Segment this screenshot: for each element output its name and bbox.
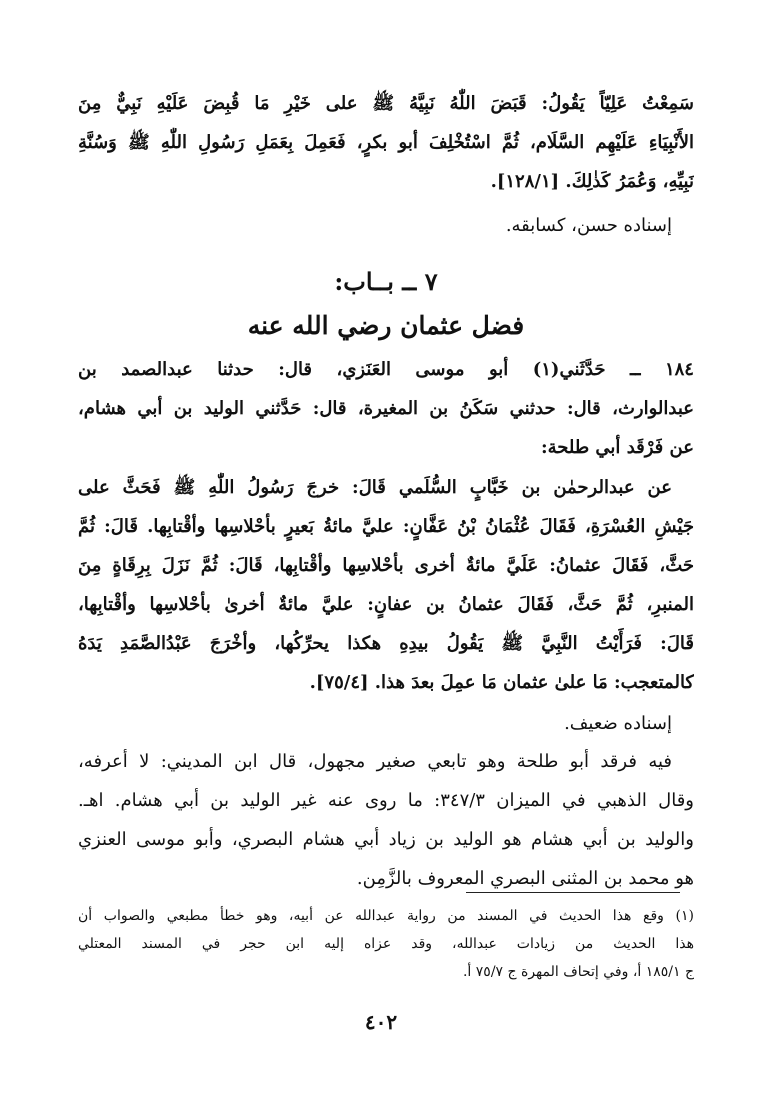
hadith-continuation	[78, 84, 694, 201]
text-line: إسناده ضعيف.	[564, 713, 672, 734]
isnad-grade-1	[78, 206, 694, 245]
chapter-title: فضل عثمان رضي الله عنه	[247, 311, 525, 340]
text-line: قَالَ: فَرَأَيْتُ النَّبِيَّ ﷺ يَقُولُ بيدِهِ هكذا يحرِّكُها، وأخْرَجَ عَبْدُالصَّمَدِ يَدَهُ	[78, 633, 694, 654]
text-line: سَمِعْتُ عَلِيّاً يَقُولُ: قَبَضَ اللّٰهُ نَبِيَّهُ ﷺ على خَيْرِ مَا قُبِضَ عَلَيْهِ نَبِيٌّ مِنَ	[78, 93, 694, 114]
chapter-number: ٧ ــ بــاب:	[334, 267, 438, 296]
text-line: جَيْشِ العُسْرَةِ، فَقَالَ عُثْمَانُ بْنُ عَفَّانٍ: عليَّ مائةُ بَعيرٍ بأحْلاسِها وأقْتابِها. قَالَ: ثُمَّ	[78, 516, 694, 537]
commentary	[78, 742, 694, 898]
text-line: فيه فرقد أبو طلحة وهو تابعي صغير مجهول، قال ابن المديني: لا أعرفه،	[78, 751, 672, 772]
footnote-line: ج ١٨٥/١ أ، وفي إتحاف المهرة ج ٧٥/٧ أ.	[462, 964, 694, 980]
text-line: عن فَرْقَد أبي طلحة:	[540, 437, 694, 458]
footnote-divider	[466, 892, 680, 893]
hadith-chain	[78, 350, 694, 467]
text-line: كالمتعجب: مَا علىٰ عثمان مَا عمِلَ بعدَ هذا. [٧٥/٤].	[309, 672, 694, 693]
text-line: المنبرِ، ثُمَّ حَثَّ، فَقَالَ عثمانُ بن عفانٍ: عليَّ مائةٌ أخرىٰ بأحْلاسِها وأقْتابِها،	[78, 594, 694, 615]
text-line: هو محمد بن المثنى البصري المعروف بالزَّمِن.	[356, 868, 694, 889]
isnad-grade-2	[78, 704, 694, 743]
text-line: عن عبدالرحمٰن بن خَبَّابٍ السُّلَمي قَالَ: خرجَ رَسُولُ اللّٰهِ ﷺ فَحَثَّ على	[78, 477, 672, 498]
text-line: حَثَّ، فَقَالَ عثمانُ: عَلَيَّ مائةٌ أخرى بأحْلاسِها وأقْتابِها، قَالَ: ثُمَّ نَزَلَ بِرِقَاةٍ مِنَ	[78, 555, 694, 576]
page-number: ٤٠٢	[364, 1010, 398, 1034]
footnote-line: (١) وقع هذا الحديث في المسند من رواية عبدالله عن أبيه، وهو خطأ مطبعي والصواب أن	[78, 908, 694, 924]
text-line: والوليد بن أبي هشام هو الوليد بن زياد أبي هشام البصري، وأبو موسى العنزي	[78, 829, 694, 850]
footnotes	[78, 902, 694, 986]
footnote-line: هذا الحديث من زيادات عبدالله، وقد عزاه إليه ابن حجر في المسند المعتلي	[78, 936, 694, 952]
text-line: وقال الذهبي في الميزان ٣٤٧/٣: ما روى عنه غير الوليد بن أبي هشام. اهـ.	[78, 790, 694, 811]
hadith-matn	[78, 468, 694, 702]
text-line: إسناده حسن، كسابقه.	[505, 215, 672, 236]
text-line: الأَنْبِيَاءِ عَلَيْهِم السَّلَام، ثُمَّ اسْتُخْلِفَ أبو بكرٍ، فَعَمِلَ بِعَمَلِ رَسُولِ اللّٰهِ ﷺ وَسُنَّةِ	[78, 132, 694, 153]
text-line: عبدالوارث، قال: حدثني سَكَنُ بن المغيرة، قال: حَدَّثني الوليد بن أبي هشام،	[78, 398, 694, 419]
text-line: ١٨٤ ــ حَدَّثَني(١) أبو موسى العَنَزي، قال: حدثنا عبدالصمد بن	[78, 359, 694, 380]
text-line: نَبِيِّهِ، وَعُمَرُ كَذٰلِكَ. [١٢٨/١].	[490, 171, 694, 192]
